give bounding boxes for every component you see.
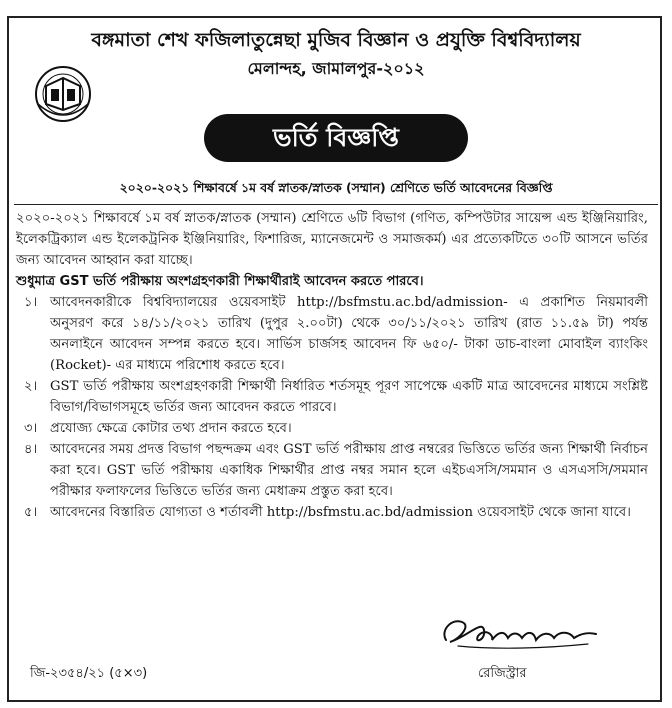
list-item bbox=[16, 439, 648, 502]
university-logo bbox=[30, 64, 96, 124]
list-item-text: প্রযোজ্য ক্ষেত্রে কোটার তথ্য প্রদান করতে হবে। bbox=[50, 421, 292, 436]
reference-number: জি-২৩৫৪/২১ (৫×৩) bbox=[30, 666, 148, 681]
list-item-number: ৩। bbox=[24, 421, 38, 436]
intro-paragraph: ২০২০-২০২১ শিক্ষাবর্ষে ১ম বর্ষ স্নাতক/স্নাতক (সম্মান) শ্রেণিতে ৬টি বিভাগ (গণিত, কম্পিউটার সায়েন্স এন্ড ইঞ্জিনিয়ারিং, ইলেকট্রিক্যাল এন্ড ইলেকট্রনিক ইঞ্জিনিয়ারিং, ফিশারিজ, ম্যানেজমেন্ট ও সমাজকর্ম) এর প্রত্যেকটিতে ৩০টি আসনে ভর্তির জন্য আবেদন আহ্বান করা যাচ্ছে। bbox=[16, 211, 648, 268]
admission-notice-banner: ভর্তি বিজ্ঞপ্তি bbox=[204, 114, 468, 162]
list-item bbox=[16, 292, 648, 376]
list-item bbox=[16, 502, 648, 523]
list-item-text: আবেদনের বিস্তারিত যোগ্যতা ও শর্তাবলী http://bsfmstu.ac.bd/admission ওয়েবসাইট থেকে জানা যাবে। bbox=[50, 505, 631, 520]
notice-body bbox=[16, 208, 648, 523]
eligibility-notice: শুধুমাত্র GST ভর্তি পরীক্ষায় অংশগ্রহণকারী শিক্ষার্থীরাই আবেদন করতে পারবে। bbox=[16, 274, 424, 289]
notice-subject: ২০২০-২০২১ শিক্ষাবর্ষে ১ম বর্ষ স্নাতক/স্নাতক (সম্মান) শ্রেণিতে ভর্তি আবেদনের বিজ্ঞপ্তি bbox=[14, 180, 658, 205]
list-item bbox=[16, 418, 648, 439]
list-item-text: আবেদনের সময় প্রদত্ত বিভাগ পছন্দক্রম এবং GST ভর্তি পরীক্ষায় প্রাপ্ত নম্বরের ভিত্তিতে ভর্তির জন্য শিক্ষার্থী নির্বাচন করা হবে। GST ভর্তি পরীক্ষায় একাধিক শিক্ষার্থীর প্রাপ্ত নম্বর সমান হলে এইচএসসি/সমমান ও এসএসসি/সমমান পরীক্ষার ফলাফলের ভিত্তিতে ভর্তির জন্য মেধাক্রম প্রস্তুত করা হবে। bbox=[50, 442, 648, 499]
list-item-number: ২। bbox=[24, 379, 38, 394]
list-item-text: GST ভর্তি পরীক্ষায় অংশগ্রহণকারী শিক্ষার্থী নির্ধারিত শর্তসমূহ পূরণ সাপেক্ষে একটি মাত্র আবেদনের মাধ্যমে সংশ্লিষ্ট বিভাগ/বিভাগসমূহে ভর্তির জন্য আবেদন করতে পারবে। bbox=[50, 379, 648, 415]
list-item-number: ৫। bbox=[24, 505, 38, 520]
registrar-title: রেজিস্ট্রার bbox=[478, 666, 527, 681]
list-item-text: আবেদনকারীকে বিশ্ববিদ্যালয়ের ওয়েবসাইট http://bsfmstu.ac.bd/admission- এ প্রকাশিত নিয়মাবলী অনুসরণ করে ১৪/১১/২০২১ তারিখ (দুপুর ২.০০টা) থেকে ৩০/১১/২০২১ তারিখ (রাত ১১.৫৯ টা) পর্যন্ত অনলাইনে আবেদন সম্পন্ন করতে হবে। সার্ভিস চার্জসহ আবেদন ফি ৬৫০/- টাকা ডাচ-বাংলা মোবাইল ব্যাংকিং (Rocket)- এর মাধ্যমে পরিশোধ করতে হবে। bbox=[50, 295, 648, 373]
list-item-number: ৪। bbox=[24, 442, 38, 457]
list-item-number: ১। bbox=[24, 295, 38, 310]
registrar-signature bbox=[438, 610, 608, 656]
university-address: মেলান্দহ, জামালপুর-২০১২ bbox=[247, 59, 425, 78]
university-name: বঙ্গমাতা শেখ ফজিলাতুন্নেছা মুজিব বিজ্ঞান ও প্রযুক্তি বিশ্ববিদ্যালয় bbox=[91, 29, 581, 51]
list-item bbox=[16, 376, 648, 418]
